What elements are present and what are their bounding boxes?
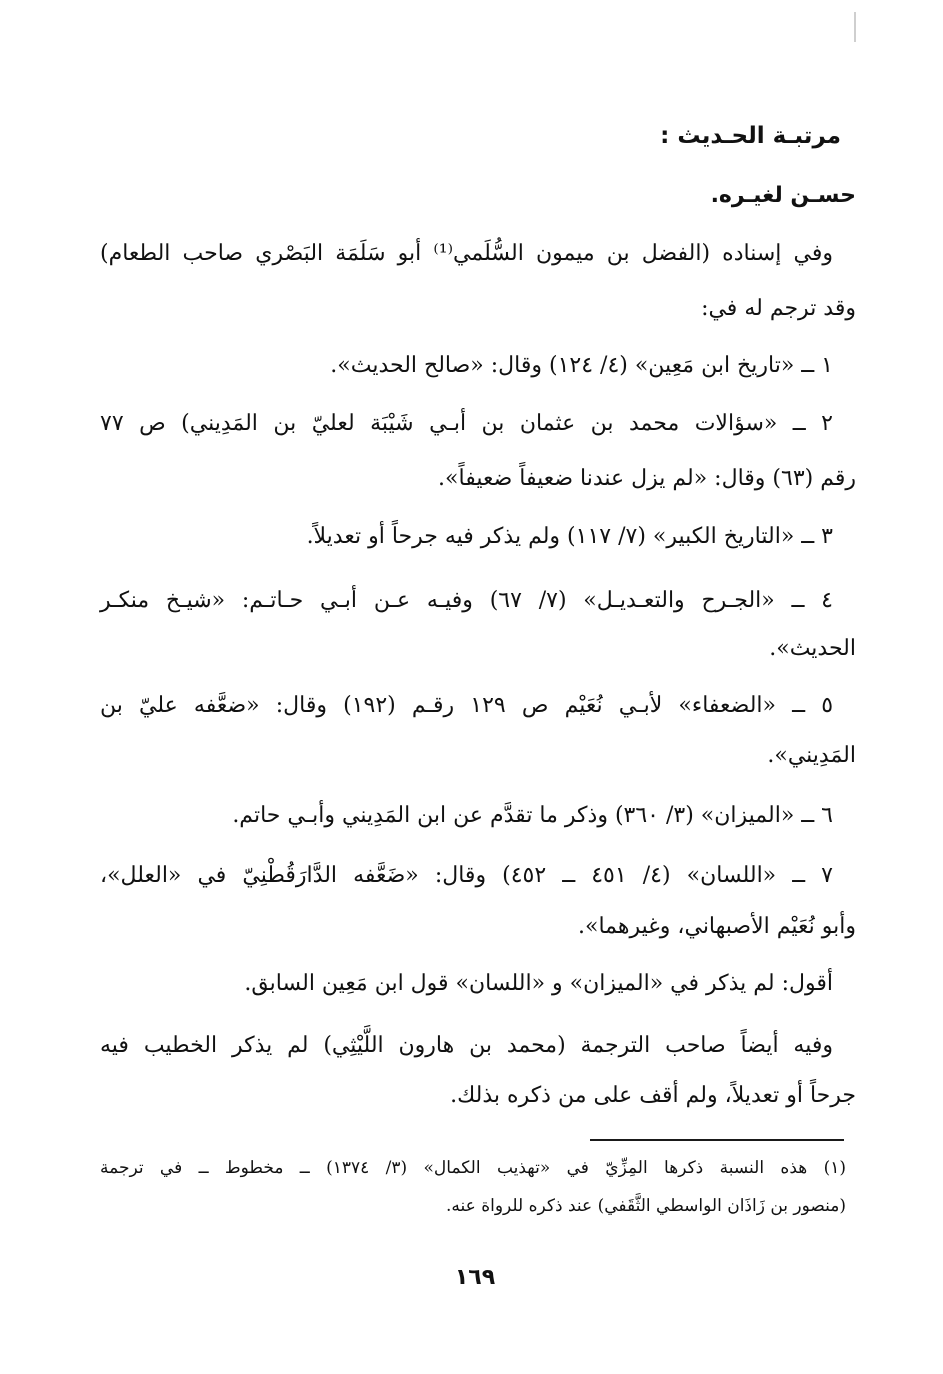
source-7-line-1: ٧ ــ «اللسان» (٤/ ٤٥١ ــ ٤٥٢) وقال: «ضَعَّفه الدَّارَقُطْنِيّ في «العلل»، [100, 863, 833, 888]
chain-intro-line-2: وقد ترجم له في: [701, 296, 856, 321]
source-7-line-2: وأبو نُعَيْم الأصبهاني، وغيرهما». [578, 914, 856, 939]
author-note: أقول: لم يذكر في «الميزان» و «اللسان» قول ابن مَعِين السابق. [244, 971, 833, 996]
source-5-line-2: المَدِيني». [767, 743, 856, 768]
narrator-note-line-1: وفيه أيضاً صاحب الترجمة (محمد بن هارون اللَّيْثِي) لم يذكر الخطيب فيه [100, 1033, 833, 1058]
source-2-line-1: ٢ ــ «سؤالات محمد بن عثمان بن أبـي شَيْبَة لعليّ بن المَدِيني) ص ٧٧ [100, 411, 833, 436]
source-3: ٣ ــ «التاريخ الكبير» (٧/ ١١٧) ولم يذكر فيه جرحاً أو تعديلاً. [306, 524, 833, 549]
chain-intro-line-1: وفي إسناده (الفضل بن ميمون السُّلَمي⁽¹⁾ أبو سَلَمَة البَصْري صاحب الطعام) [100, 241, 833, 266]
section-heading: مرتبـة الحـديث : [660, 123, 841, 149]
source-6: ٦ ــ «الميزان» (٣/ ٣٦٠) وذكر ما تقدَّم عن ابن المَدِيني وأبـي حاتم. [232, 803, 833, 828]
page-edge-mark [854, 12, 856, 42]
footnote-separator [590, 1139, 844, 1141]
source-4-line-1: ٤ ــ «الجـرح والتعـديـل» (٧/ ٦٧) وفيـه عـن أبـي حـاتـم: «شيـخ منكـر [100, 588, 833, 613]
hadith-grade: حسـن لغيـره. [710, 183, 856, 208]
source-2-line-2: رقم (٦٣) وقال: «لم يزل عندنا ضعيفاً ضعيفاً». [438, 466, 856, 491]
footnote-line-2: (منصور بن زَاذَان الواسطي الثَّقَفي) عند ذكره للرواة عنه. [446, 1196, 846, 1216]
source-4-line-2: الحديث». [769, 636, 856, 661]
source-1: ١ ــ «تاريخ ابن مَعِين» (٤/ ١٢٤) وقال: «صالح الحديث». [330, 353, 833, 378]
source-5-line-1: ٥ ــ «الضعفاء» لأبـي نُعَيْم ص ١٢٩ رقـم (١٩٢) وقال: «ضعَّفه عليّ بن [100, 693, 834, 718]
page-number: ١٦٩ [454, 1265, 496, 1290]
narrator-note-line-2: جرحاً أو تعديلاً، ولم أقف على من ذكره بذلك. [450, 1083, 856, 1108]
footnote-line-1: (١) هذه النسبة ذكرها المِزِّيّ في «تهذيب الكمال» (٣/ ١٣٧٤) ــ مخطوط ــ في ترجمة [100, 1158, 846, 1178]
